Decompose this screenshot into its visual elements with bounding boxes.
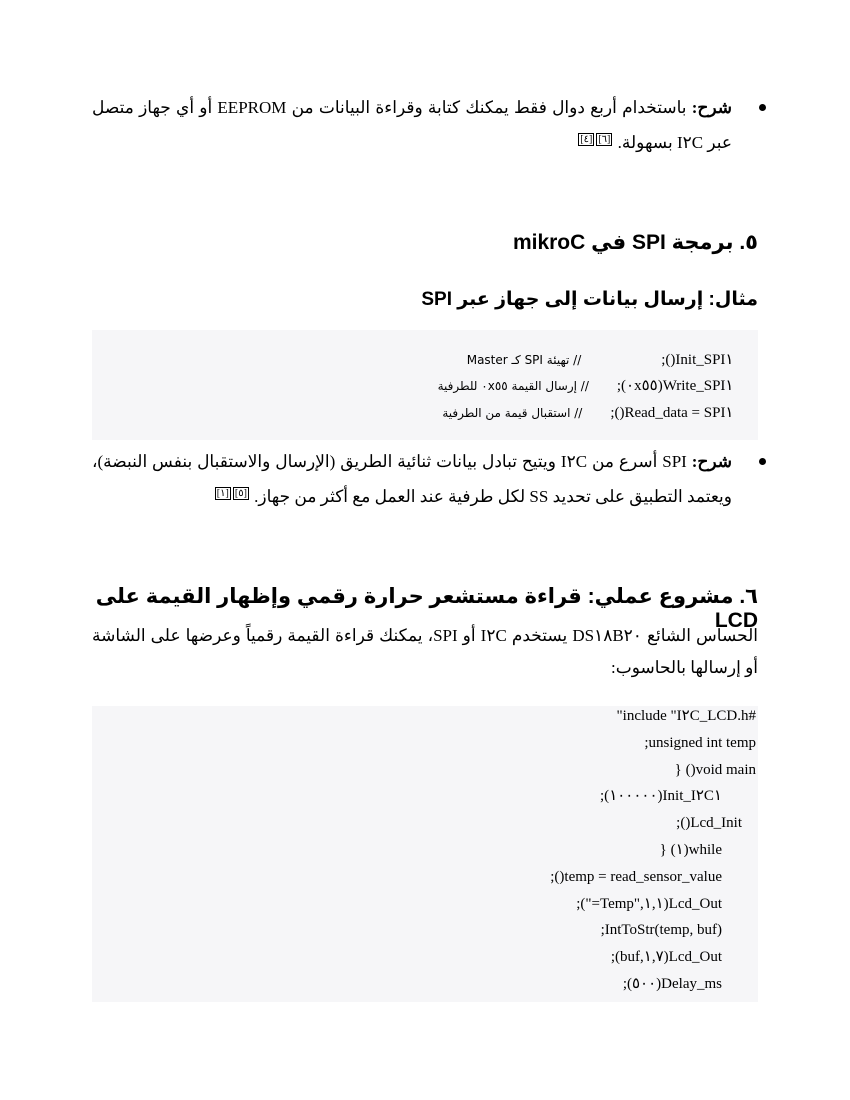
bullet-dot (759, 104, 766, 111)
code-line: temp = read_sensor_value(); (550, 869, 722, 885)
code-line: IntToStr(temp, buf); (600, 922, 722, 938)
code-line: SPI١_Init();// تهيئة SPI كـ Master (466, 352, 734, 368)
code-line: while(١) { (659, 842, 722, 858)
citation-link[interactable]: [١] (216, 488, 229, 499)
example-heading: مثال: إرسال بيانات إلى جهاز عبر SPI (421, 289, 758, 310)
code-line: void main() { (674, 762, 756, 778)
code-line: #include "I٢C_LCD.h" (616, 708, 756, 724)
code-line: Delay_ms(٥٠٠); (622, 976, 722, 992)
section-paragraph: الحساس الشائع DS١٨B٢٠ يستخدم I٢C أو SPI، يمكنك قراءة القيمة رقمياً وعرضها على الشاشة أو إرسالها بالحاسوب: (92, 626, 758, 677)
code-comment: // إرسال القيمة ٠x٥٥ للطرفية (437, 379, 589, 393)
code-comment: // استقبال قيمة من الطرفية (442, 406, 583, 420)
citation-link[interactable]: [٦] (598, 134, 611, 145)
explanation-bullet-i2c (92, 92, 752, 159)
code-line: Lcd_Out(١,١,"Temp="); (576, 896, 722, 912)
code-line: unsigned int temp; (644, 735, 756, 751)
code-block-lcd (92, 706, 758, 1002)
explanation-bullet-spi (92, 446, 752, 513)
code-line: SPI١_Write(٠x٥٥);// إرسال القيمة ٠x٥٥ للطرفية (437, 378, 734, 394)
bullet-text: باستخدام أربع دوال فقط يمكنك كتابة وقراءة البيانات من EEPROM أو أي جهاز متصل عبر I٢C بسهولة. (92, 98, 732, 152)
code-line: I٢C١_Init(١٠٠٠٠٠); (600, 788, 722, 804)
citation-link[interactable]: [٤] (580, 134, 593, 145)
citation-link[interactable]: [٥] (234, 488, 247, 499)
code-line: data = SPI١_Read();// استقبال قيمة من الطرفية (442, 405, 734, 421)
bullet-label: شرح: (691, 452, 732, 471)
code-block-spi (92, 330, 758, 440)
bullet-label: شرح: (691, 98, 732, 117)
code-line: Lcd_Out(١,٧,buf); (610, 949, 722, 965)
code-comment: // تهيئة SPI كـ Master (466, 353, 582, 367)
code-line: Lcd_Init(); (676, 815, 742, 831)
bullet-dot (759, 458, 766, 465)
section-heading-spi: ٥. برمجة SPI في mikroC (512, 231, 758, 254)
bullet-text: SPI أسرع من I٢C ويتيح تبادل بيانات ثنائية الطريق (الإرسال والاستقبال بنفس النبضة)، ويعتمد التطبيق على تحديد SS لكل طرفية عند العمل مع أكثر من جهاز. (92, 452, 732, 506)
section-heading-project: ٦. مشروع عملي: قراءة مستشعر حرارة رقمي وإظهار القيمة على LCD (95, 585, 758, 632)
